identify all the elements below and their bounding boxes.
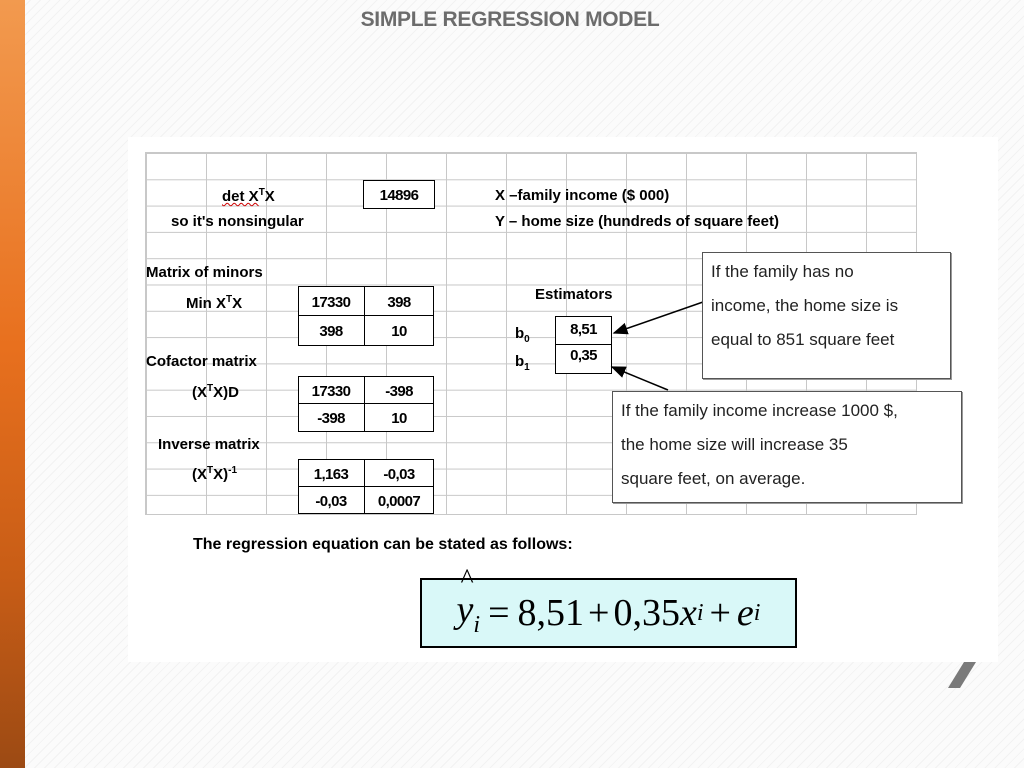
e-symbol: e xyxy=(736,592,754,634)
cofactor-cell: 10 xyxy=(391,410,407,427)
y-description: Y – home size (hundreds of square feet) xyxy=(495,213,779,230)
x-description: X –family income ($ 000) xyxy=(495,187,670,204)
decorative-slash-icon xyxy=(948,662,976,688)
equation-intro: The regression equation can be stated as follows: xyxy=(193,536,573,553)
slide-title: SIMPLE REGRESSION MODEL xyxy=(360,8,660,31)
inverse-cell: 0,0007 xyxy=(377,493,421,510)
y-sub: i xyxy=(473,611,481,638)
cofactor-cell: 17330 xyxy=(311,383,351,400)
b1-callout xyxy=(612,391,962,503)
x-symbol: x xyxy=(679,592,697,634)
inverse-label-a: (X xyxy=(192,466,207,483)
det-value: 14896 xyxy=(379,187,419,204)
b0-value: 8,51 xyxy=(570,321,597,338)
y-hat xyxy=(456,563,481,639)
b0-label-sub: 0 xyxy=(524,334,530,345)
y-symbol: y xyxy=(456,588,474,631)
min-label-text: Min X xyxy=(186,295,226,312)
inverse-label-sup2: -1 xyxy=(228,465,238,476)
cofactor-label-a: (X xyxy=(192,384,207,401)
min-label-end: X xyxy=(232,295,243,312)
b0-label-text: b xyxy=(515,325,525,342)
nonsingular-note: so it's nonsingular xyxy=(171,213,304,230)
det-label-text: det X xyxy=(222,188,259,205)
callout-line: equal to 851 square feet xyxy=(711,330,895,349)
inverse-cell: -0,03 xyxy=(315,493,347,510)
plus-sign: + xyxy=(588,592,610,634)
b1-arrow xyxy=(612,367,668,390)
b0-callout xyxy=(702,252,951,379)
cofactor-label-b: X)D xyxy=(213,384,239,401)
callout-line: If the family income increase 1000 $, xyxy=(621,401,898,420)
x-sub: i xyxy=(696,599,704,626)
minors-cell: 398 xyxy=(319,323,343,340)
callout-line: square feet, on average. xyxy=(621,469,806,488)
b0-arrow xyxy=(614,302,703,333)
minors-cell: 398 xyxy=(387,294,411,311)
callout-line: income, the home size is xyxy=(711,296,899,315)
hat-icon: ^ xyxy=(460,563,474,595)
cofactor-cell: -398 xyxy=(385,383,413,400)
b1-coefficient: 0,35 xyxy=(613,592,680,634)
e-sub: i xyxy=(753,599,761,626)
det-label-end: X xyxy=(264,188,275,205)
cofactor-cell: -398 xyxy=(317,410,345,427)
callout-line: the home size will increase 35 xyxy=(621,435,848,454)
b1-label-sub: 1 xyxy=(524,362,530,373)
inverse-cell: -0,03 xyxy=(383,466,415,483)
minors-cell: 17330 xyxy=(311,294,351,311)
cofactor-label-sup: T xyxy=(207,383,214,394)
callout-line: If the family has no xyxy=(711,262,854,281)
inverse-cell: 1,163 xyxy=(313,466,349,483)
min-label-sup: T xyxy=(226,294,233,305)
b0-coefficient: 8,51 xyxy=(517,592,584,634)
b1-value: 0,35 xyxy=(570,347,597,364)
inverse-header: Inverse matrix xyxy=(158,436,260,453)
minors-cell: 10 xyxy=(391,323,407,340)
inverse-label-b: X) xyxy=(213,466,229,483)
estimators-header: Estimators xyxy=(535,286,613,303)
cofactor-header: Cofactor matrix xyxy=(146,353,257,370)
plus-sign: + xyxy=(709,592,731,634)
inverse-label-sup: T xyxy=(207,465,214,476)
regression-equation xyxy=(420,563,797,648)
b1-label-text: b xyxy=(515,353,525,370)
det-label-sup: T xyxy=(258,187,265,198)
equals-sign: = xyxy=(488,592,510,634)
minors-header: Matrix of minors xyxy=(146,264,263,281)
